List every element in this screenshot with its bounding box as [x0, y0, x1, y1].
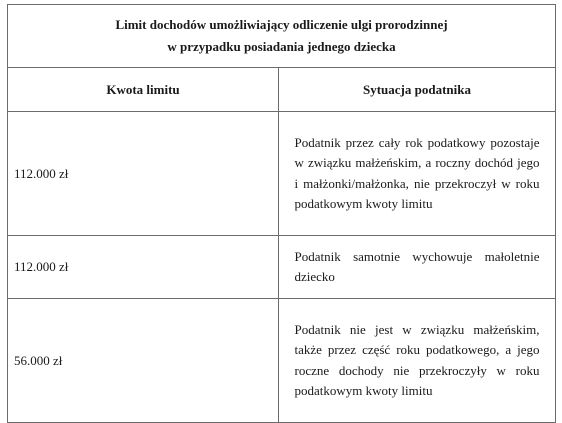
table-title-line-1: Limit dochodów umożliwiający odliczenie ulgi prorodzinnej — [115, 17, 448, 32]
table-row — [8, 112, 556, 236]
taxpayer-situation-text: Podatnik przez cały rok podatkowy pozostaje w związku małżeńskim, a roczny dochód jego i małżonki/małżonka, nie przekroczył w roku podatkowym kwoty limitu — [294, 134, 540, 211]
column-header-kwota: Kwota limitu — [8, 68, 279, 112]
taxpayer-situation-cell — [279, 236, 556, 299]
limit-amount-cell: 56.000 zł — [8, 299, 279, 423]
income-limit-table — [7, 4, 556, 423]
table-title — [8, 5, 556, 68]
header-row — [8, 68, 556, 112]
limit-amount-cell: 112.000 zł — [8, 236, 279, 299]
table-row — [8, 236, 556, 299]
column-header-sytuacja: Sytuacja podatnika — [279, 68, 556, 112]
taxpayer-situation-text: Podatnik nie jest w związku małżeńskim, także przez część roku podatkowego, a jego roczne dochody nie przekroczyły w roku podatkowym kwoty limitu — [294, 321, 540, 398]
limit-amount-cell: 112.000 zł — [8, 112, 279, 236]
taxpayer-situation-text: Podatnik samotnie wychowuje małoletnie dziecko — [294, 248, 540, 284]
taxpayer-situation-cell — [279, 112, 556, 236]
title-row — [8, 5, 556, 68]
table-title-line-2: w przypadku posiadania jednego dziecka — [167, 39, 396, 54]
